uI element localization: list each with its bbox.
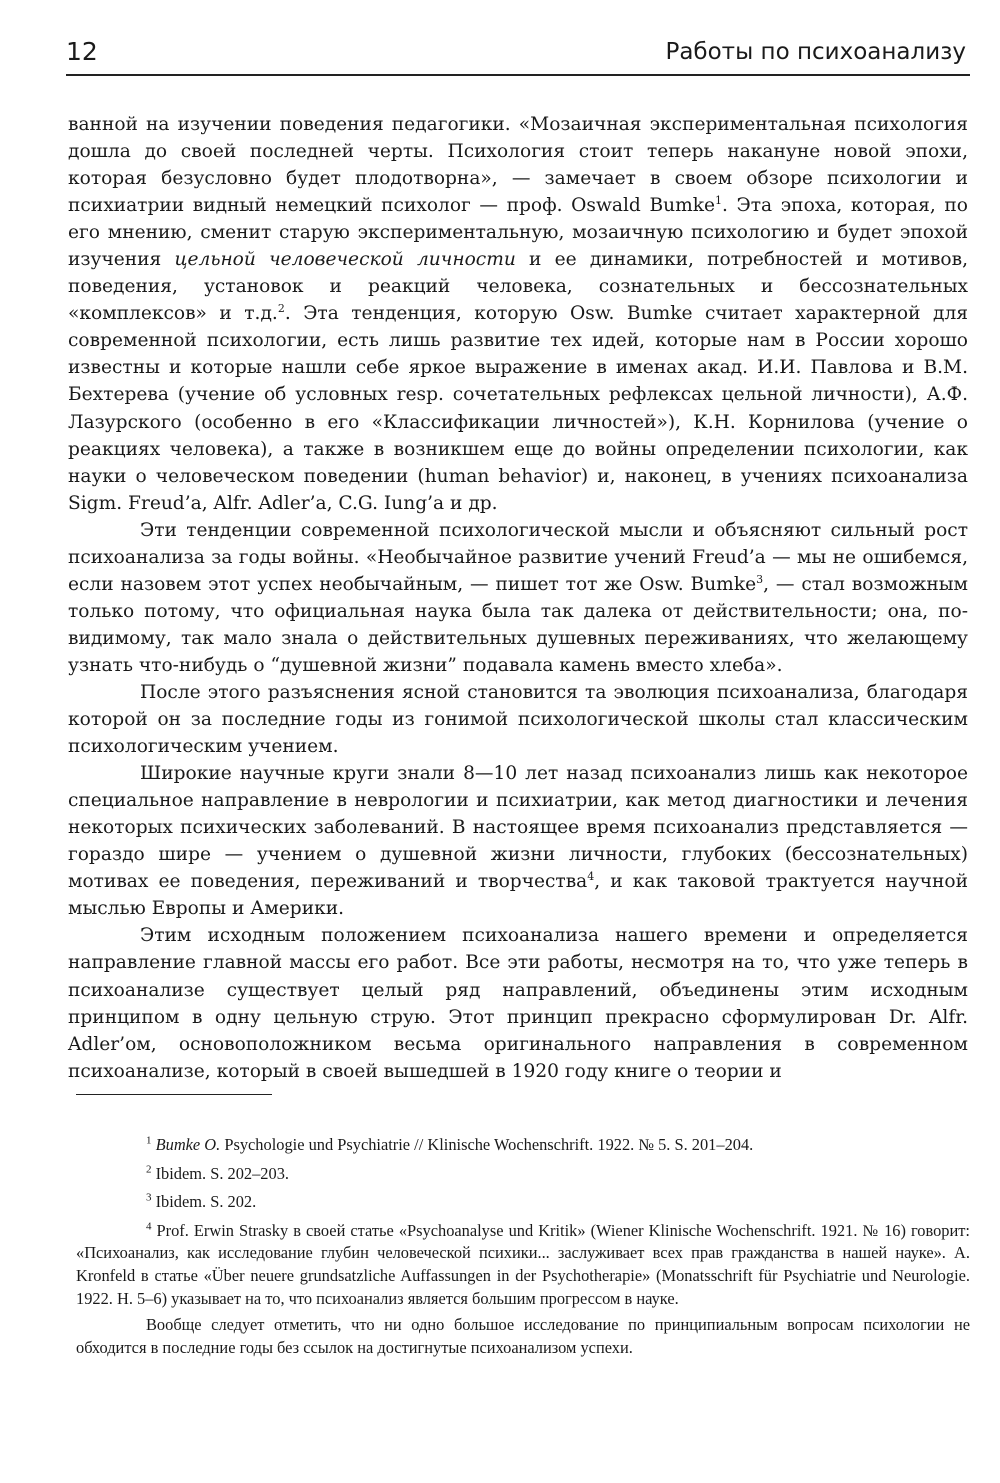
footnote-3 xyxy=(76,1191,970,1214)
footnote-text: Prof. Erwin Strasky в своей статье «Psychoanalyse und Kritik» (Wiener Klinische Wochenschrift. 1921. № 16) говорит: «Психоанализ, как исследование глубин человеческой психики... заслуживает всех прав гражданства в нашей науке». A. Kronfeld в статье «Über neuere grundsatzliche Auffassungen in der Psychotherapie» (Monatsschrift für Psychiatrie und Neurologie. 1922. H. 5–6) указывает на то, что психоанализ является большим прогрессом в науке. xyxy=(76,1220,970,1308)
paragraph-4 xyxy=(68,760,968,922)
footnote-divider xyxy=(76,1094,272,1095)
text-run: ванной на изучении поведения педагогики. «Мозаичная экспериментальная психология дошла до своей последней черты. Психология стоит теперь накануне новой эпохи, которая безусловно будет плодотворна», — замечает в своем обзоре психологии и психиатрии видный немецкий психолог — проф. Oswald Bumke xyxy=(68,114,968,217)
paragraph-1 xyxy=(68,111,968,517)
footnote-number: 4 xyxy=(146,1220,152,1233)
text-run: . Эта эпоха, которая, по его мнению, сменит старую экспериментальную, мозаичную психологию и будет эпохой изучения xyxy=(68,195,969,271)
text-run: Широкие научные круги знали 8—10 лет назад психоанализ лишь как некоторое специальное направление в неврологии и психиатрии, как метод диагностики и лечения некоторых психических заболеваний. В настоящее время психоанализ представляется — гораздо шире — учением о душевной жизни личности, глубоких (бессознательных) мотивах ее поведения, переживаний и творчества xyxy=(68,763,968,893)
text-run: , и как таковой трактуется научной мыслью Европы и Америки. xyxy=(68,871,968,920)
footnote-4 xyxy=(76,1220,970,1310)
footnote-ref-4: 4 xyxy=(587,870,595,884)
footnote-text: Psychologie und Psychiatrie // Klinische Wochenschrift. 1922. № 5. S. 201–204. xyxy=(220,1135,754,1154)
footnote-number: 1 xyxy=(146,1134,152,1147)
text-run: . Эта тенденция, которую Osw. Bumke считает характерной для современной психологии, есть лишь развитие тех идей, которые нам в России хорошо известны и которые нашли себе яркое выражение в именах акад. И.И. Павлова и В.М. Бехтерева (учение об условных resp. сочетательных рефлексах цельной личности), А.Ф. Лазурского (особенно в его «Классификации личностей»), К.Н. Корнилова (учение о реакциях человека), а также в возникшем еще до войны определении психологии, как науки о человеческом поведении (human behavior) и, наконец, в учениях психоанализа Sigm. Freud’a, Alfr. Adler’a, C.G. Iung’a и др. xyxy=(68,303,968,514)
text-run: , — стал возможным только потому, что официальная наука была так далека от действительности; она, по-видимому, так мало знала о действительных душевных переживаниях, что желающему узнать что-нибудь о “душевной жизни” подавала камень вместо хлеба». xyxy=(68,573,968,676)
paragraph-5: Этим исходным положением психоанализа нашего времени и определяется направление главной массы его работ. Все эти работы, несмотря на то, что уже теперь в психоанализе существует целый ряд направлений, объединены этим исходным принципом в одну цельную струю. Этот принцип прекрасно сформулирован Dr. Alfr. Adler’ом, основоположником весьма оригинального направления в современном психоанализе, который в своей вышедшей в 1920 году книге о теории и xyxy=(68,925,968,1082)
main-text xyxy=(68,111,968,1085)
footnote-4-continuation: Вообще следует отметить, что ни одно большое исследование по принципиальным вопросам психологии не обходится в последние годы без ссылок на достигнутые психоанализом успехи. xyxy=(76,1315,970,1357)
running-title: Работы по психоанализу xyxy=(665,39,966,65)
paragraph-2 xyxy=(68,517,968,679)
footnote-number: 2 xyxy=(146,1163,152,1176)
footnote-text: Ibidem. S. 202. xyxy=(151,1192,257,1212)
footnote-1 xyxy=(76,1134,970,1157)
page-header xyxy=(66,34,970,76)
footnote-ref-2: 2 xyxy=(277,302,285,316)
footnote-2 xyxy=(76,1163,970,1186)
text-run: и ее динамики, потребностей и мотивов, поведения, установок и реакций человека, сознательных и бессознательных «комплексов» и т.д. xyxy=(68,249,968,325)
page-number: 12 xyxy=(66,37,98,66)
footnote-author: Bumke O. xyxy=(155,1135,221,1154)
footnote-ref-3: 3 xyxy=(756,572,764,586)
footnote-number: 3 xyxy=(146,1191,152,1204)
paragraph-3: После этого разъяснения ясной становится та эволюция психоанализа, благодаря которой он за последние годы из гонимой психологической школы стал классическим психологическим учением. xyxy=(68,681,968,758)
footnote-ref-1: 1 xyxy=(715,193,722,207)
italic-emphasis: цельной человеческой личности xyxy=(174,249,516,271)
text-run: Эти тенденции современной психологической мысли и объясняют сильный рост психоанализа за годы войны. «Необычайное развитие учений Freud’a — мы не ошибемся, если назовем этот успех необычайным, — пишет тот же Osw. Bumke xyxy=(68,519,968,595)
footnote-text: Ibidem. S. 202–203. xyxy=(151,1163,289,1183)
footnotes xyxy=(76,1134,970,1365)
